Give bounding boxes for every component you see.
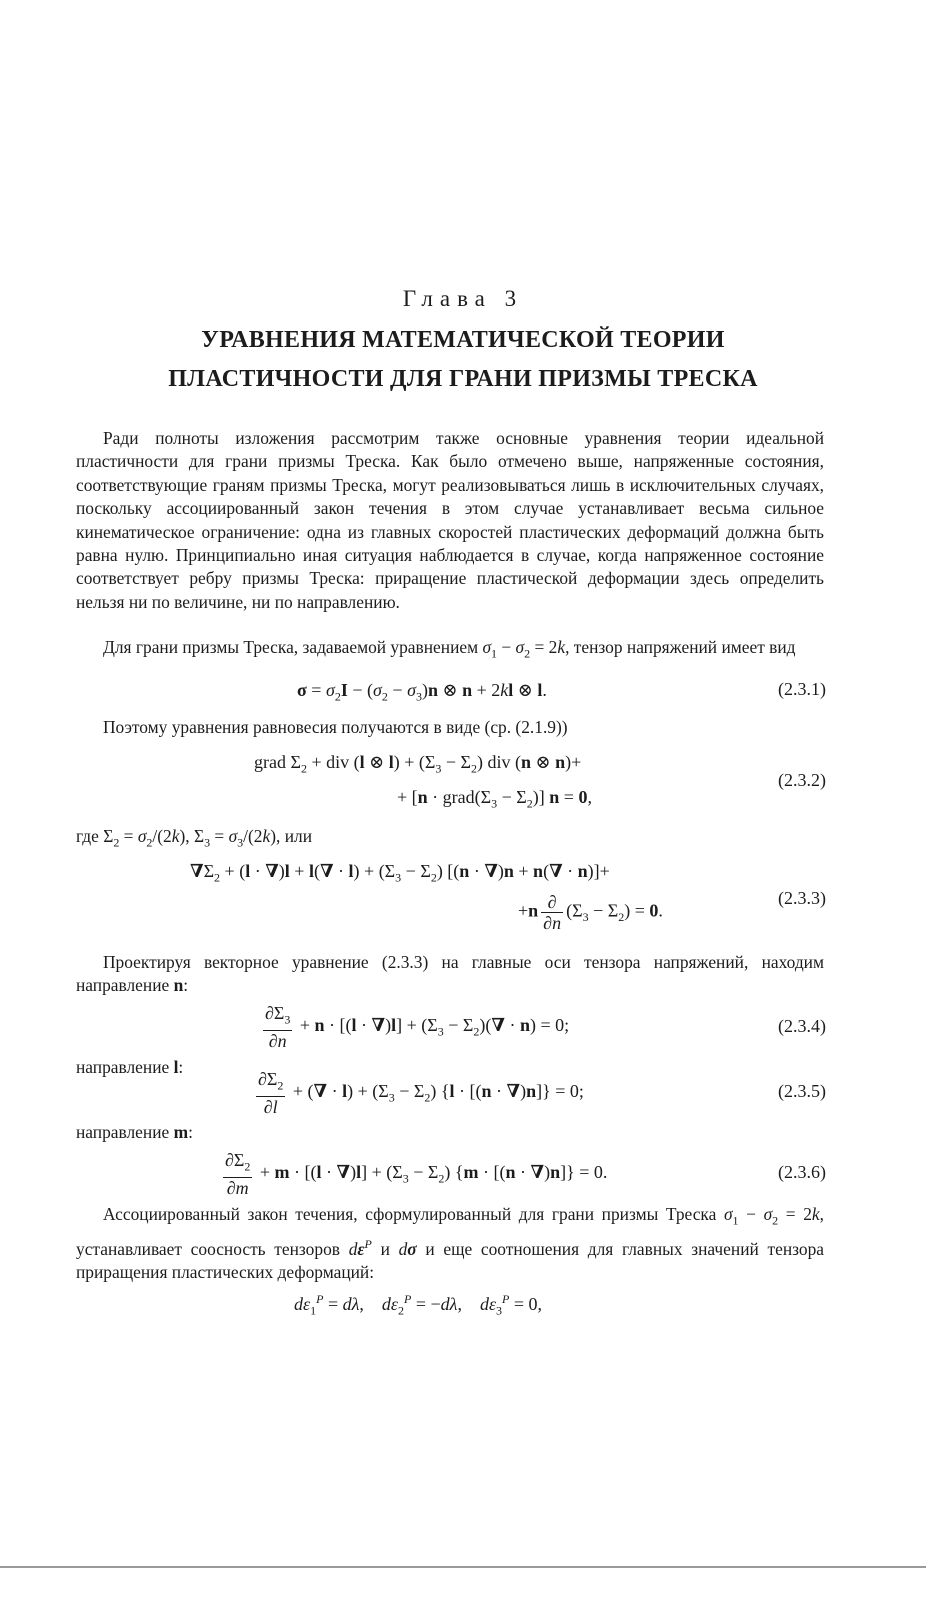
paragraph-intro: Ради полноты изложения рассмотрим также основные уравнения теории идеальной пластичности для грани призмы Треска. Как было отмечено выше, напряженные состояния, соответствующие граням призмы Треска, могут реализовываться лишь в исключительных случаях, поскольку ассоциированный закон течения в этом случае устанавливает весьма сильное кинематическое ограничение: одна из главных скоростей пластических деформаций должна быть равна нулю. Принципиально иная ситуация наблюдается в случае, когда напряженное состояние соответствует ребру призмы Треска: приращение пластической деформации здесь определить нельзя ни по величине, ни по направлению. bbox=[76, 428, 824, 612]
inline-formula: dσ bbox=[398, 1238, 417, 1259]
paragraph-stress-tensor bbox=[76, 636, 824, 666]
equation-number: (2.3.2) bbox=[778, 770, 826, 790]
paragraph-text: Для грани призмы Треска, задаваемой уравнением bbox=[103, 637, 483, 657]
inline-formula: $\sigma_1 - \sigma_2 = 2k$ bbox=[723, 1204, 820, 1228]
equation-number: (2.3.6) bbox=[778, 1162, 826, 1182]
paragraph-equilibrium: Поэтому уравнения равновесия получаются в виде (ср. (2.1.9)) bbox=[103, 717, 568, 737]
paragraph-text: , тензор напряжений имеет вид bbox=[565, 637, 796, 657]
equation-2-3-5: $\frac{\partial\Sigma_2}{\partial l}$ + (∇ · $l) + (\Sigma_3 - \Sigma_2) \{l \cdot [(n \cdot \nabla)n]\} = 0$; bbox=[258, 1069, 584, 1117]
equation-number: (2.3.1) bbox=[778, 679, 826, 699]
label-direction-l: направление l: bbox=[76, 1057, 184, 1077]
equation-2-3-1: $\sigma = \sigma_2I - (\sigma_2 - \sigma_3)n$ ⊗ n + 2kl ⊗ l. bbox=[297, 680, 547, 704]
paragraph-projection: Проектируя векторное уравнение (2.3.3) на главные оси тензора напряжений, находим направление n: bbox=[76, 952, 824, 996]
equation-2-3-3-line-1: $\nabla\Sigma_2 + (l \cdot \nabla)l + l(\nabla \cdot l) + (\Sigma_3 - \Sigma_2) [(n \cdot \nabla)n + n(\nabla \cdot n)]+$ bbox=[190, 861, 610, 885]
equation-2-3-4: $\frac{\partial\Sigma_3}{\partial n}$ + $n \cdot [(l \cdot \nabla)l] + (\Sigma_3 - \Sigma_2)(\nabla \cdot n) = 0$; bbox=[265, 1003, 570, 1051]
paragraph-text: и bbox=[371, 1238, 399, 1259]
chapter-title-line-1: УРАВНЕНИЯ МАТЕМАТИЧЕСКОЙ ТЕОРИИ bbox=[201, 327, 725, 353]
inline-formula: $d\varepsilon^P$ bbox=[348, 1236, 372, 1259]
equation-number: (2.3.4) bbox=[778, 1016, 826, 1036]
fraction: $\frac{\partial}{\partial n}$ bbox=[543, 892, 562, 933]
paragraph-text: и еще соотношения для главных значений тензора приращения пластических деформаций: bbox=[76, 1238, 825, 1283]
inline-formula: $\Sigma_2 = \sigma_2/(2k)$, $\Sigma_3 = \sigma_3/(2k)$ bbox=[103, 826, 277, 850]
equation-2-3-6: $\frac{\partial\Sigma_2}{\partial m}$ + $m \cdot [(l \cdot \nabla)l] + (\Sigma_3 - \Sigma_2) \{m \cdot [(n \cdot \nabla)n]\} = 0$. bbox=[225, 1150, 608, 1198]
paragraph-text: Проектируя векторное уравнение (2.3.3) на главные оси тензора напряжений, находим направление bbox=[76, 952, 824, 996]
page-bottom-rule bbox=[0, 1566, 926, 1568]
equation-number: (2.3.3) bbox=[778, 888, 826, 908]
equation-2-3-2-line-2: + $[n \cdot grad(\Sigma_3 - \Sigma_2)]$ n = 0, bbox=[397, 787, 592, 811]
chapter-title-line-2: ПЛАСТИЧНОСТИ ДЛЯ ГРАНИ ПРИЗМЫ ТРЕСКА bbox=[168, 366, 758, 392]
equation-2-3-2-line-1: grad $\Sigma_2$ + div (l ⊗ $l) + (\Sigma_3 - \Sigma_2)$ div (n ⊗ n)+ bbox=[254, 752, 582, 776]
equation-2-3-3-line-2: +n $\frac{\partial}{\partial n}$ $(\Sigma_3 - \Sigma_2) = 0$. bbox=[518, 892, 663, 933]
paragraph-text: , или bbox=[276, 826, 313, 846]
fraction: $\frac{\partial\Sigma_3}{\partial n}$ bbox=[265, 1003, 291, 1051]
equation-number: (2.3.5) bbox=[778, 1081, 826, 1101]
label-direction-m: направление m: bbox=[76, 1122, 193, 1142]
chapter-label: Глава 3 bbox=[402, 286, 524, 311]
paragraph-where bbox=[76, 826, 312, 850]
paragraph-text: , устанавливает соосность тензоров bbox=[76, 1204, 824, 1259]
fraction: $\frac{\partial\Sigma_2}{\partial m}$ bbox=[225, 1150, 251, 1198]
fraction: $\frac{\partial\Sigma_2}{\partial l}$ bbox=[258, 1069, 284, 1117]
paragraph-flow-law bbox=[76, 1203, 824, 1284]
paragraph-text: где bbox=[76, 826, 104, 846]
paragraph-text: направление bbox=[76, 1057, 174, 1077]
paragraph-text: Ассоциированный закон течения, сформулированный для грани призмы Треска bbox=[103, 1204, 724, 1224]
inline-formula: $\sigma_1 - \sigma_2 = 2k$ bbox=[482, 637, 566, 661]
paragraph-text: направление bbox=[76, 1122, 174, 1142]
equation-strain-increments: $d\varepsilon_1^P = d\lambda$, $d\varepsilon_2^P = -d\lambda$, $d\varepsilon_3^P = 0$, bbox=[294, 1292, 543, 1318]
